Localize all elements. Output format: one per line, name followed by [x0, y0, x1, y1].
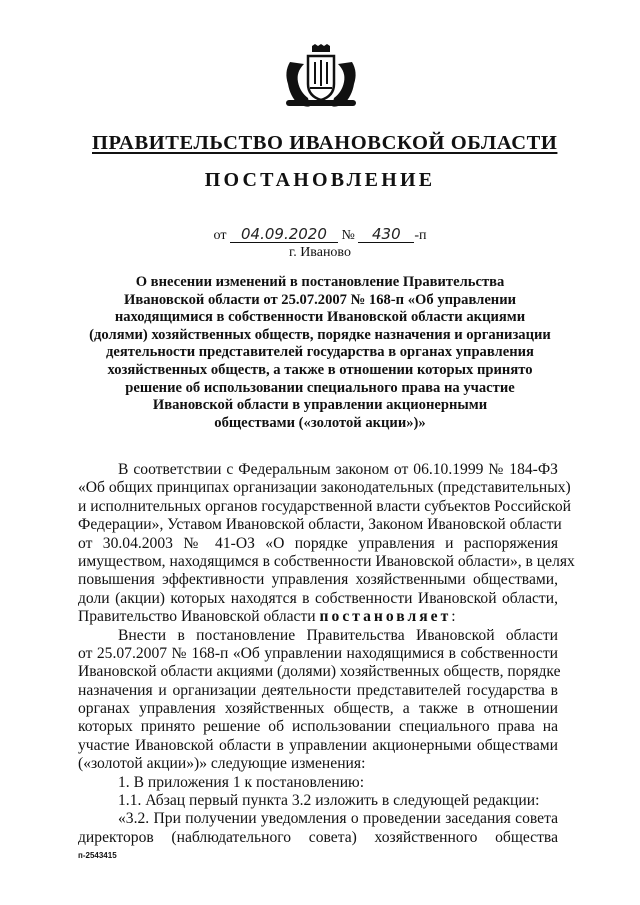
body-line: 1.1. Абзац первый пункта 3.2 изложить в следующей редакции:	[118, 792, 540, 810]
document-date: 04.09.2020	[230, 226, 338, 243]
title-line: (долями) хозяйственных обществ, порядке назначения и организации	[89, 326, 551, 343]
date-prefix: от	[213, 228, 227, 243]
body-line: Внести в постановление Правительства Ивановской области	[118, 626, 558, 644]
body-line: 1. В приложения 1 к постановлению:	[118, 773, 365, 791]
body-line: которых принято решение об использовании специального права на	[78, 718, 558, 736]
document-title	[60, 274, 580, 432]
title-line: Ивановской области от 25.07.2007 № 168-п «Об управлении	[123, 291, 517, 308]
body-line: «3.2. При получении уведомления о проведении заседания совета	[118, 810, 558, 828]
number-suffix: -п	[414, 228, 427, 243]
resolve-word: постановляет	[319, 608, 452, 626]
title-line: находящимися в собственности Ивановской области акциями	[114, 309, 526, 326]
body-line: участие Ивановской области в управлении акционерными обществами	[78, 736, 558, 754]
title-line: О внесении изменений в постановление Правительства	[135, 274, 505, 290]
coat-of-arms-icon	[280, 44, 362, 112]
body-line: В соответствии с Федеральным законом от 06.10.1999 № 184-ФЗ	[118, 461, 558, 478]
body-line: («золотой акции»)» следующие изменения:	[78, 755, 366, 773]
document-number: 430	[358, 226, 414, 243]
title-line: деятельности представителей государства в органах управления	[106, 344, 534, 361]
body-line: Ивановской области акциями (долями) хозяйственных обществ, порядке	[78, 663, 561, 681]
resolve-colon: :	[451, 608, 456, 626]
body-line: органах управления хозяйственных обществ, а также в отношении	[78, 700, 558, 718]
body-line: от 30.04.2003 № 41-ОЗ «О порядке управления и распоряжения	[78, 534, 558, 552]
government-name: ПРАВИТЕЛЬСТВО ИВАНОВСКОЙ ОБЛАСТИ	[92, 132, 558, 154]
document-code: п-2543415	[78, 851, 117, 860]
city: г. Иваново	[289, 245, 351, 260]
date-number-line	[200, 226, 440, 244]
body-line: «Об общих принципах организации законодательных (представительных)	[78, 479, 571, 497]
title-line: решение об использовании специального права на участие	[125, 379, 515, 396]
body-line: от 25.07.2007 № 168-п «Об управлении находящимися в собственности	[78, 644, 558, 662]
body-line: доли (акции) которых находятся в собственности Ивановской области,	[78, 589, 558, 607]
resolve-prefix: Правительство Ивановской области	[78, 608, 320, 626]
title-line: Ивановской области в управлении акционерными	[152, 397, 488, 414]
number-sign: №	[341, 228, 355, 243]
title-line: обществами («золотой акции»)»	[214, 414, 426, 431]
resolve-line	[78, 608, 558, 626]
body-line: и исполнительных органов государственной власти субъектов Российской	[78, 497, 571, 515]
body-line: имуществом, находящимся в собственности Ивановской области», в целях	[78, 552, 575, 570]
document-body	[78, 461, 575, 847]
title-line: хозяйственных обществ, а также в отношении которых принято	[107, 361, 533, 378]
body-line: назначения и организации деятельности представителей государства в	[78, 681, 558, 699]
document-type: ПОСТАНОВЛЕНИЕ	[204, 169, 436, 191]
body-line: директоров (наблюдательного совета) хозяйственного общества	[78, 828, 558, 846]
body-line: Федерации», Уставом Ивановской области, Законом Ивановской области	[78, 516, 562, 534]
body-line: повышения эффективности управления хозяйственными обществами,	[78, 571, 558, 589]
